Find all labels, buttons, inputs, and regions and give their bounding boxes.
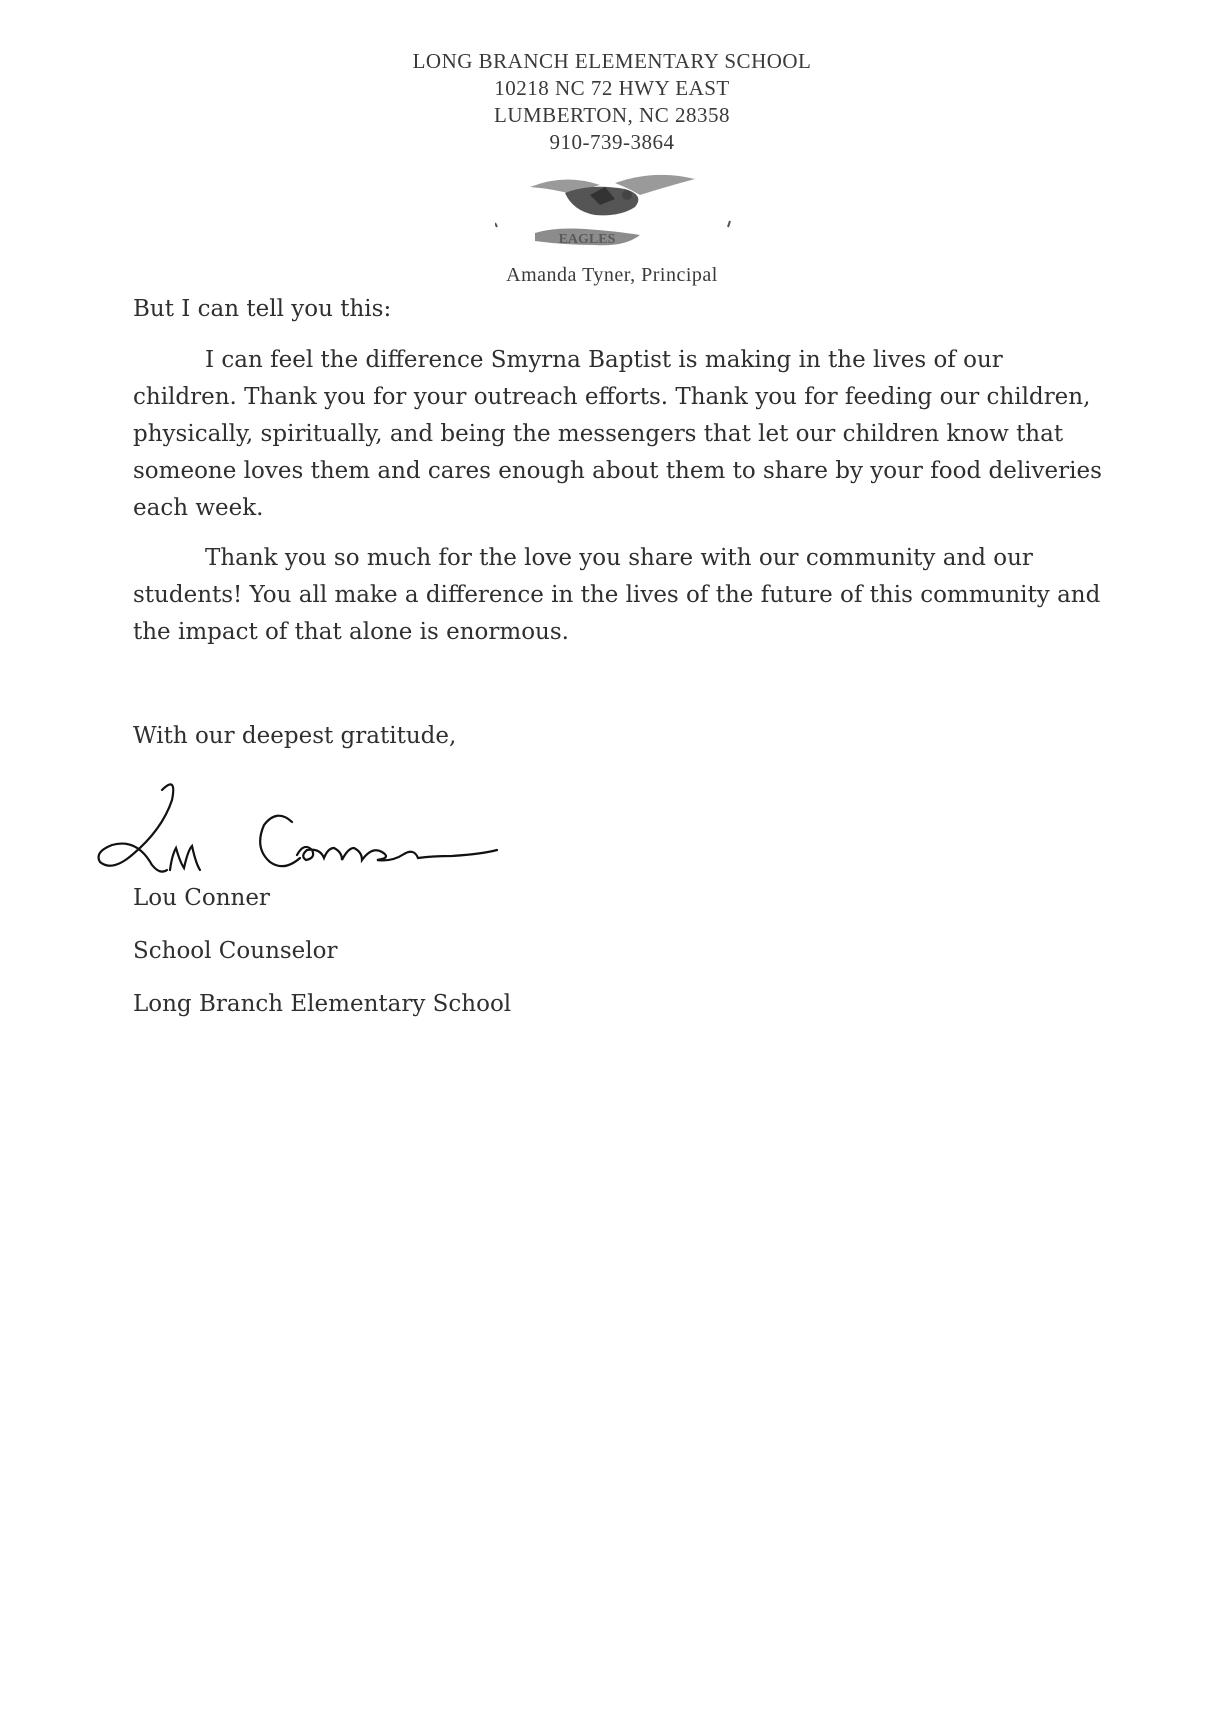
signature-block: [133, 880, 511, 1039]
eagle-logo-icon: [495, 165, 735, 250]
paragraph-2: Thank you so much for the love you share with our community and our students! You all make a difference in the lives of the future of this community and the impact of that alone is enormous.: [133, 545, 1101, 645]
intro-line: But I can tell you this:: [133, 296, 392, 322]
handwritten-signature: [92, 770, 532, 885]
signer-title: School Counselor: [133, 938, 338, 964]
school-phone: 910-739-3864: [549, 130, 675, 154]
school-address-line1: 10218 NC 72 HWY EAST: [494, 76, 730, 100]
svg-text:EAGLES: EAGLES: [558, 232, 616, 247]
letterhead: [0, 48, 1224, 156]
paragraph-1: I can feel the difference Smyrna Baptist is making in the lives of our children. Thank you for your outreach efforts. Thank you for feeding our children, physically, spiritually, and being the messengers that let our children know that someone loves them and cares enough about them to share by your food deliveries each week.: [133, 347, 1102, 521]
school-name: LONG BRANCH ELEMENTARY SCHOOL: [412, 49, 812, 73]
signer-name: Lou Conner: [133, 885, 270, 911]
signer-organization: Long Branch Elementary School: [133, 991, 512, 1017]
school-address-line2: LUMBERTON, NC 28358: [494, 103, 730, 127]
closing-line: With our deepest gratitude,: [133, 723, 457, 749]
principal-name: Amanda Tyner, Principal: [506, 264, 718, 286]
